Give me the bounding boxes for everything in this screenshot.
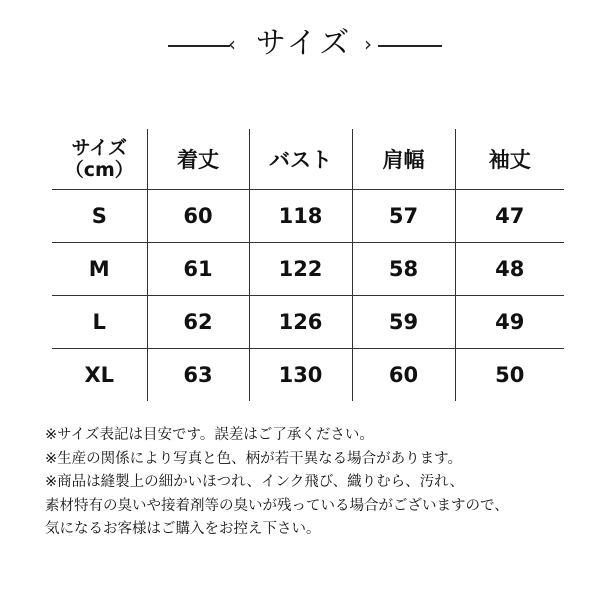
row-size-label: XL: [52, 349, 147, 402]
note-line: ※生産の関係により写真と色、柄が若干異なる場合があります。: [45, 450, 462, 467]
table-cell: 59: [352, 296, 455, 349]
table-cell: 50: [455, 349, 564, 402]
table-cell: 126: [249, 296, 352, 349]
table-row: [52, 243, 564, 296]
header-length: 着丈: [147, 129, 249, 190]
note-line: ※サイズ表記は目安です。誤差はご了承ください。: [45, 427, 374, 443]
header-sleeve: 袖丈: [455, 129, 564, 190]
table-cell: 60: [352, 349, 455, 402]
table-cell: 60: [147, 190, 249, 243]
notes-block: [45, 424, 585, 542]
row-size-label: M: [52, 243, 147, 296]
page-title: サイズ: [255, 26, 353, 61]
table-cell: 47: [455, 190, 564, 243]
header-shoulder: 肩幅: [352, 129, 455, 190]
table-cell: 63: [147, 349, 249, 402]
title-right-rule: [378, 45, 442, 47]
table-cell: 122: [249, 243, 352, 296]
title-left-bracket: ‹: [228, 32, 236, 56]
note-line: 素材特有の臭いや接着剤等の臭いが残っている場合がございますので、: [45, 497, 509, 514]
table-row: [52, 190, 564, 243]
table-cell: 130: [249, 349, 352, 402]
note-line: ※商品は縫製上の細かいほつれ、インク飛び、織りむら、汚れ、: [45, 474, 465, 490]
unit-label: （cm）: [64, 159, 134, 181]
size-chart-title: [0, 24, 600, 64]
table-cell: 48: [455, 243, 564, 296]
table-row: [52, 296, 564, 349]
table-cell: 118: [249, 190, 352, 243]
size-table: [52, 129, 564, 401]
table-header-row: [52, 129, 564, 190]
size-unit-header: [52, 129, 147, 190]
table-cell: 62: [147, 296, 249, 349]
table-row: [52, 349, 564, 402]
table-cell: 58: [352, 243, 455, 296]
row-size-label: L: [52, 296, 147, 349]
note-line: 気になるお客様はご購入をお控え下さい。: [45, 521, 321, 537]
row-size-label: S: [52, 190, 147, 243]
table-cell: 49: [455, 296, 564, 349]
table-cell: 57: [352, 190, 455, 243]
title-left-rule: [168, 45, 230, 47]
size-header-label: サイズ: [71, 137, 127, 159]
header-bust: バスト: [249, 129, 352, 190]
title-right-bracket: ›: [364, 32, 372, 56]
table-cell: 61: [147, 243, 249, 296]
